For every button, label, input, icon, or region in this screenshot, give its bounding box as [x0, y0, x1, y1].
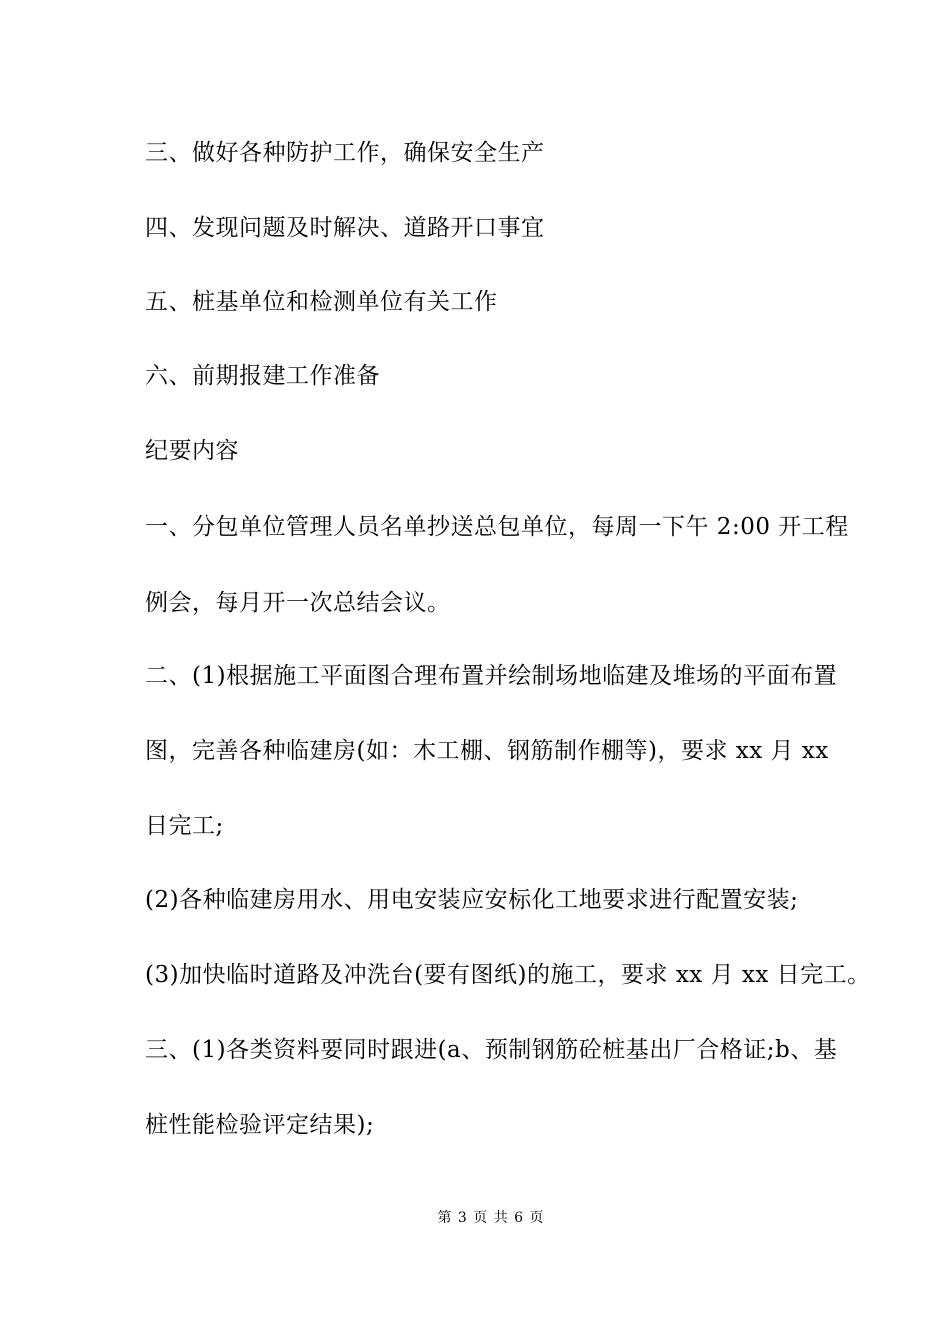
text-line: 日完工;: [145, 813, 224, 839]
text-line: 三、(1)各类资料要同时跟进(a、预制钢筋砼桩基出厂合格证;b、基: [145, 1037, 838, 1063]
page-number-footer: 第 3 页 共 6 页: [437, 1210, 545, 1226]
section-heading: 纪要内容: [145, 438, 239, 464]
text-line: 四、发现问题及时解决、道路开口事宜: [145, 215, 545, 241]
text-line: 六、前期报建工作准备: [145, 363, 380, 389]
text-line: 例会，每月开一次总结会议。: [145, 590, 451, 616]
text-line: (2)各种临建房用水、用电安装应安标化工地要求进行配置安装;: [145, 887, 799, 913]
text-line: 二、(1)根据施工平面图合理布置并绘制场地临建及堆场的平面布置: [145, 663, 838, 689]
text-line: (3)加快临时道路及冲洗台(要有图纸)的施工，要求 xx 月 xx 日完工。: [145, 962, 871, 988]
text-line: 图，完善各种临建房(如：木工棚、钢筋制作棚等)，要求 xx 月 xx: [145, 738, 829, 764]
text-line: 桩性能检验评定结果);: [145, 1112, 375, 1138]
text-line: 一、分包单位管理人员名单抄送总包单位，每周一下午 2:00 开工程: [145, 514, 849, 540]
text-line: 五、桩基单位和检测单位有关工作: [145, 289, 498, 315]
text-line: 三、做好各种防护工作，确保安全生产: [145, 140, 545, 166]
